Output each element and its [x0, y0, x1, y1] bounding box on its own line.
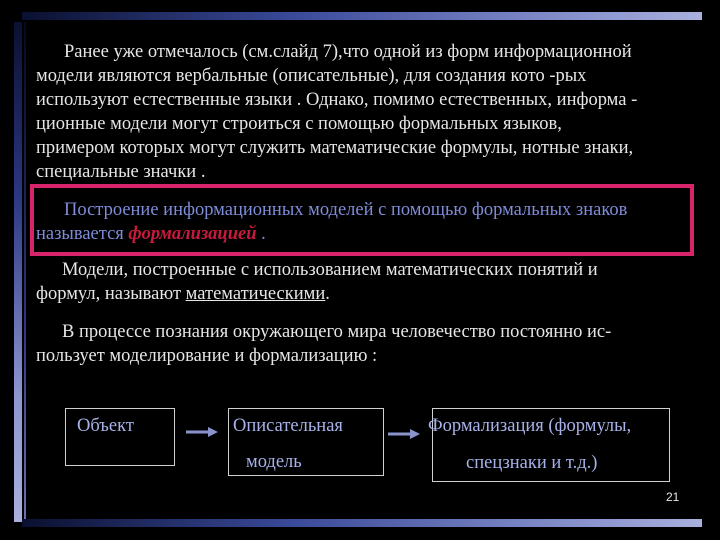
definition-text	[36, 198, 627, 246]
intro-line: специальные значки .	[36, 162, 206, 182]
formalization-label-2: спецзнаки и т.д.)	[466, 453, 598, 473]
definition-line: Построение информационных моделей с помощью формальных знаков	[64, 200, 628, 220]
intro-paragraph	[36, 40, 637, 184]
intro-line: Ранее уже отмечалось (см.слайд 7),что одной из форм информационной	[64, 42, 632, 62]
verbal-model-label-1: Описательная	[233, 416, 343, 436]
left-decorative-bar	[14, 22, 22, 522]
math-term: математическими	[185, 284, 326, 304]
bottom-decorative-bar	[22, 519, 702, 527]
formalization-term: формализацией	[128, 224, 257, 244]
definition-line-2	[36, 222, 627, 246]
arrow-right-icon	[386, 426, 422, 442]
math-prefix: формул, называют	[36, 284, 186, 304]
intro-line: примером которых могут служить математические формулы, нотные знаки,	[36, 138, 634, 158]
intro-line: ционные модели могут строиться с помощью формальных языков,	[36, 114, 562, 134]
top-decorative-bar	[22, 12, 702, 20]
cognition-line: В процессе познания окружающего мира человечество постоянно ис-	[62, 322, 612, 342]
intro-line: используют естественные языки . Однако, помимо естественных, информа -	[36, 90, 638, 110]
math-models-paragraph	[36, 258, 598, 306]
definition-prefix: называется	[36, 224, 129, 244]
cognition-paragraph	[36, 320, 611, 368]
math-suffix: .	[325, 284, 330, 304]
cognition-line: пользует моделирование и формализацию :	[36, 346, 378, 366]
arrow-right-icon	[184, 424, 220, 440]
verbal-model-label-2: модель	[246, 452, 302, 472]
object-label: Объект	[77, 416, 134, 436]
math-line: Модели, построенные с использованием математических понятий и	[62, 260, 598, 280]
page-number: 21	[666, 490, 680, 504]
left-decorative-thin-bar	[24, 22, 26, 522]
intro-line: модели являются вербальные (описательные), для создания кото -рых	[36, 66, 587, 86]
formalization-label-1: Формализация (формулы,	[428, 416, 632, 436]
math-line-2	[36, 282, 598, 306]
definition-suffix: .	[256, 224, 266, 244]
